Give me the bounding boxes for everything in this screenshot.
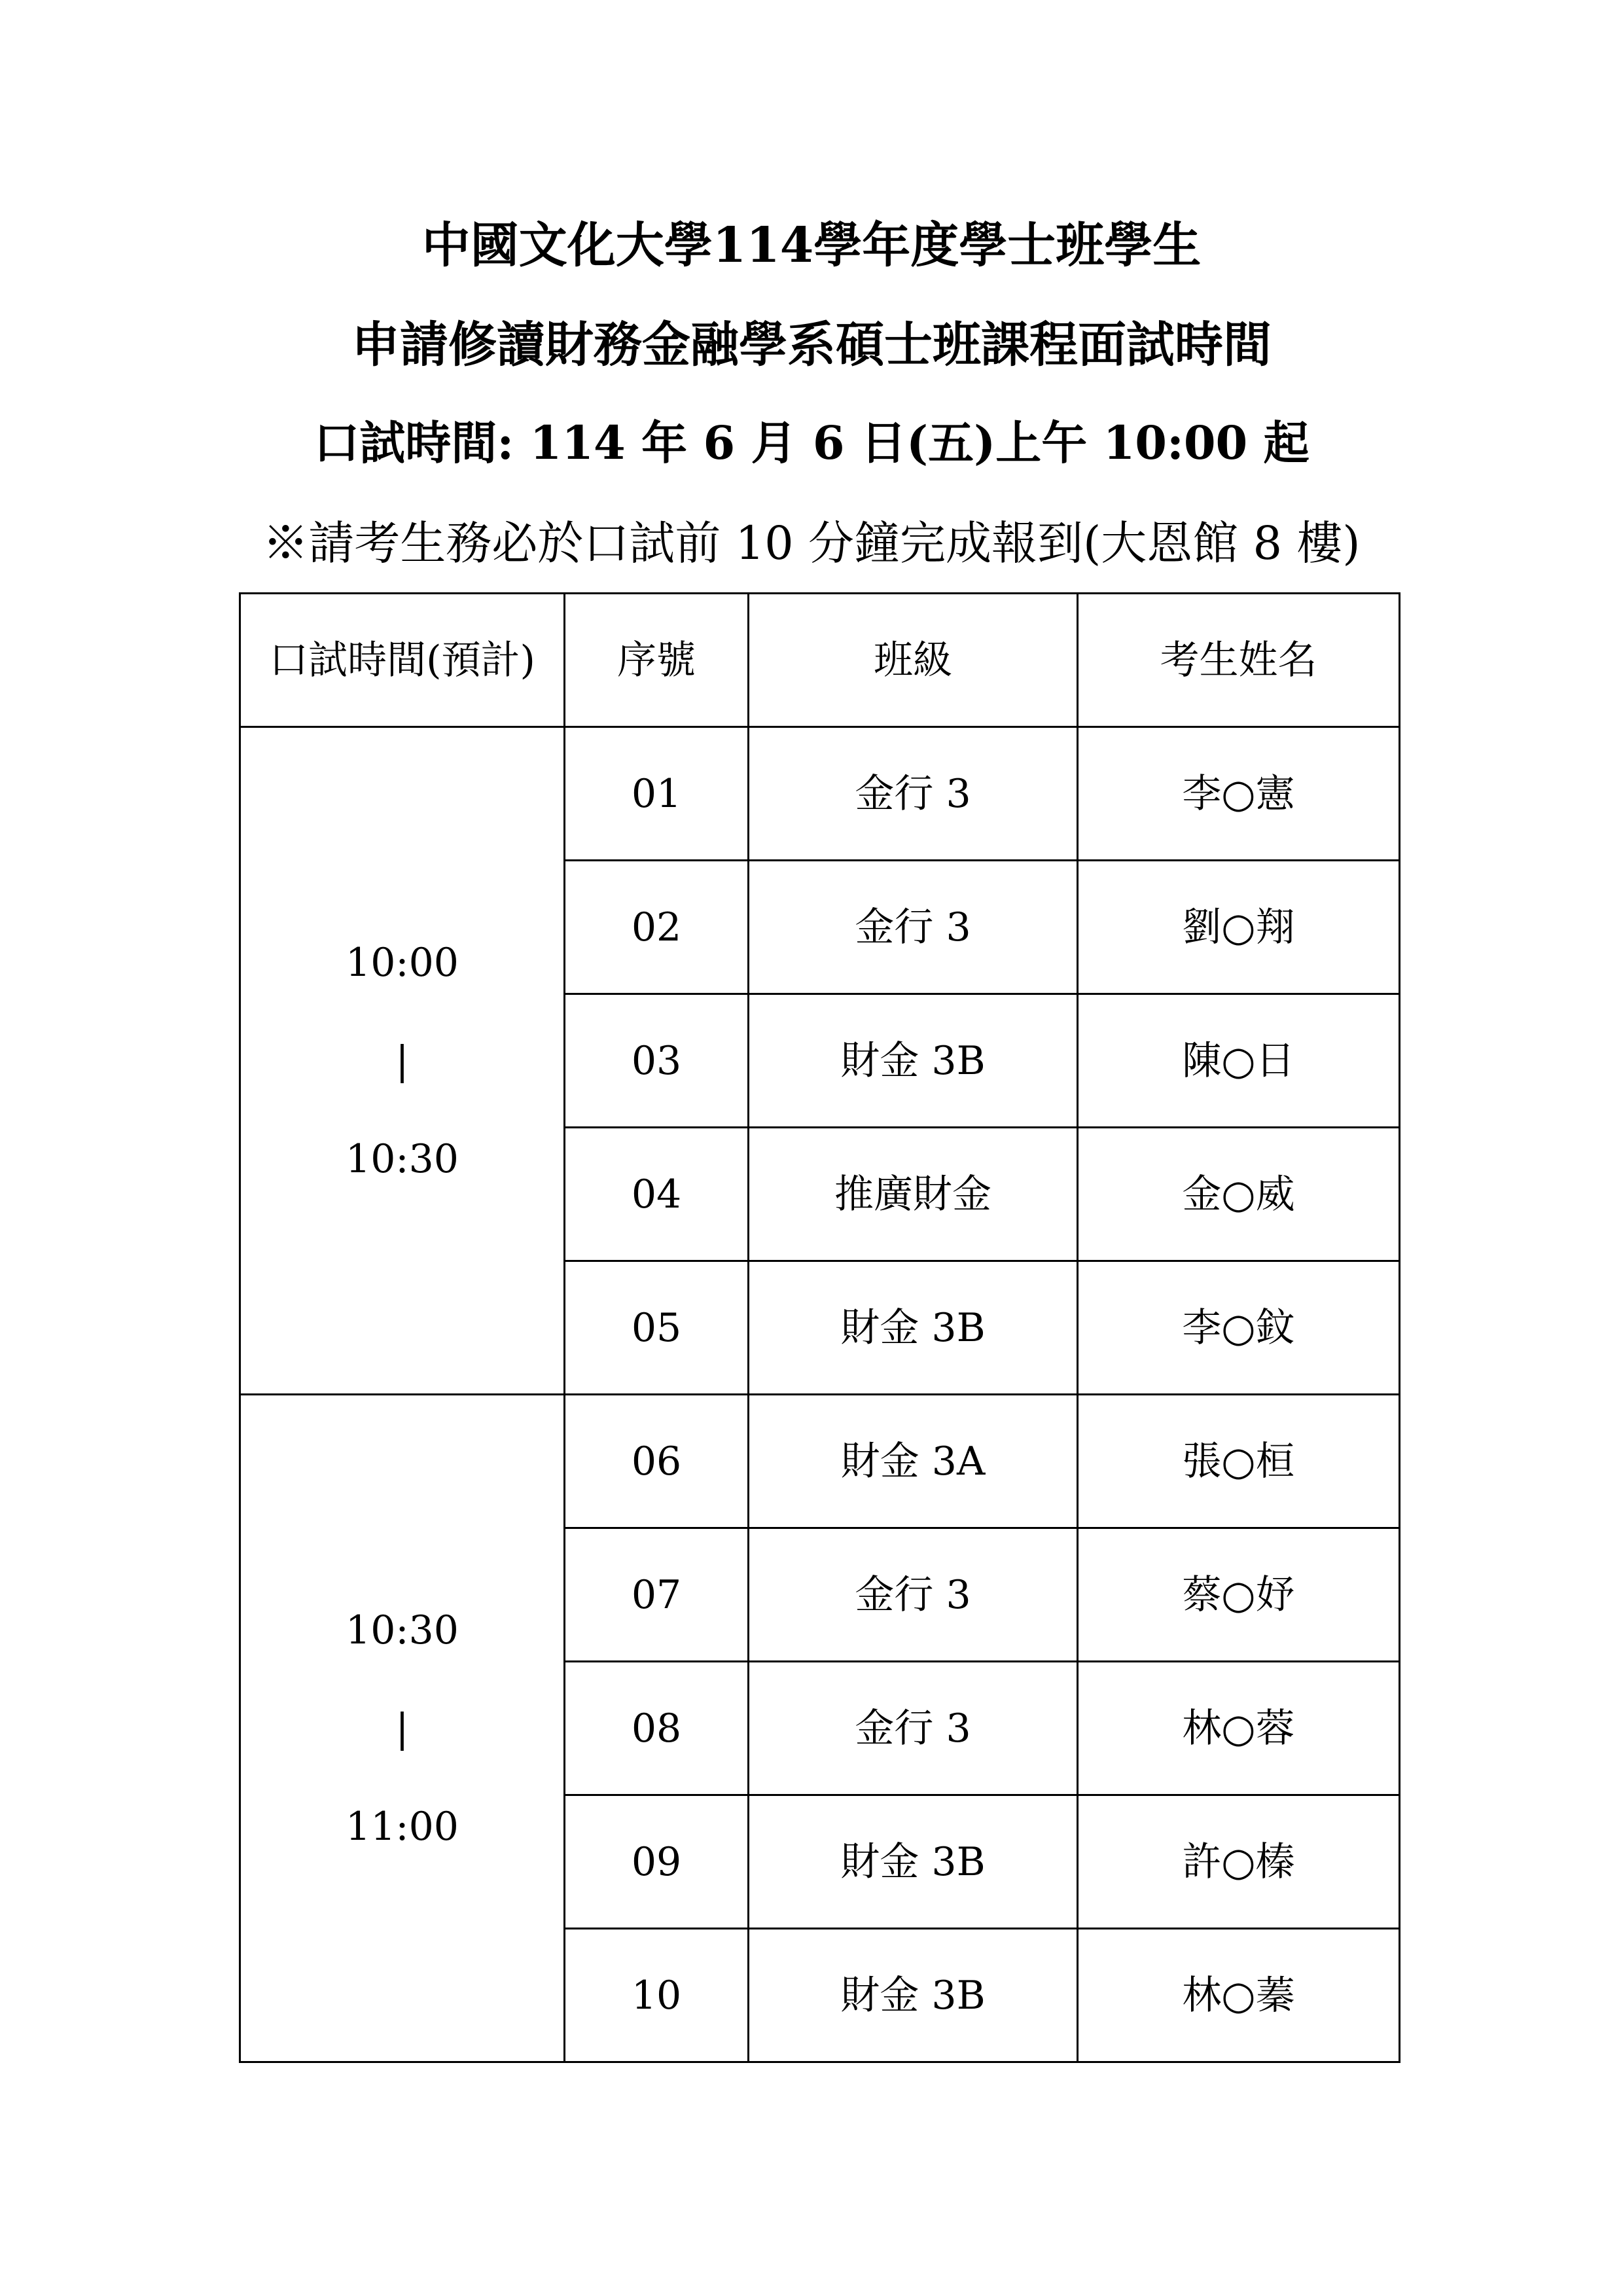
- class-cell: 財金 3B: [749, 994, 1078, 1128]
- seq-cell: 01: [565, 727, 749, 861]
- time-slot-end: 11:00: [346, 1803, 459, 1850]
- class-cell: 財金 3B: [749, 1795, 1078, 1929]
- class-cell: 財金 3A: [749, 1395, 1078, 1528]
- seq-cell: 02: [565, 861, 749, 994]
- column-header-name: 考生姓名: [1078, 594, 1400, 727]
- name-cell: 金○威: [1078, 1128, 1400, 1261]
- seq-cell: 04: [565, 1128, 749, 1261]
- class-cell: 金行 3: [749, 1528, 1078, 1662]
- seq-cell: 06: [565, 1395, 749, 1528]
- name-cell: 李○鈫: [1078, 1261, 1400, 1395]
- name-cell: 張○桓: [1078, 1395, 1400, 1528]
- column-header-class: 班級: [749, 594, 1078, 727]
- class-cell: 金行 3: [749, 861, 1078, 994]
- time-slot-start: 10:30: [346, 1607, 459, 1653]
- seq-cell: 07: [565, 1528, 749, 1662]
- document-title: 中國文化大學114學年度學士班學生: [421, 217, 1202, 274]
- class-cell: 財金 3B: [749, 1261, 1078, 1395]
- table-row: [240, 727, 1400, 861]
- class-cell: 推廣財金: [749, 1128, 1078, 1261]
- column-header-time: 口試時間(預計): [240, 594, 565, 727]
- name-cell: 蔡○妤: [1078, 1528, 1400, 1662]
- name-cell: 林○蓁: [1078, 1929, 1400, 2062]
- document-subtitle: 申請修讀財務金融學系碩士班課程面試時間: [351, 317, 1272, 373]
- name-cell: 林○蓉: [1078, 1662, 1400, 1795]
- table-header-row: [240, 594, 1400, 727]
- seq-cell: 03: [565, 994, 749, 1128]
- interview-schedule-table: [239, 592, 1400, 2063]
- check-in-notice: ※請考生務必於口試前 10 分鐘完成報到(大恩館 8 樓): [262, 516, 1361, 570]
- name-cell: 許○榛: [1078, 1795, 1400, 1929]
- name-cell: 陳○日: [1078, 994, 1400, 1128]
- time-slot-2: [240, 1395, 565, 2062]
- seq-cell: 10: [565, 1929, 749, 2062]
- time-slot-end: 10:30: [346, 1136, 459, 1182]
- time-slot-start: 10:00: [346, 939, 459, 986]
- class-cell: 金行 3: [749, 727, 1078, 861]
- time-slot-separator: |: [395, 1037, 409, 1084]
- name-cell: 李○憲: [1078, 727, 1400, 861]
- table-row: [240, 1395, 1400, 1528]
- time-slot-separator: |: [395, 1705, 409, 1751]
- time-slot-1: [240, 727, 565, 1395]
- seq-cell: 09: [565, 1795, 749, 1929]
- column-header-seq: 序號: [565, 594, 749, 727]
- class-cell: 金行 3: [749, 1662, 1078, 1795]
- class-cell: 財金 3B: [749, 1929, 1078, 2062]
- seq-cell: 08: [565, 1662, 749, 1795]
- seq-cell: 05: [565, 1261, 749, 1395]
- name-cell: 劉○翔: [1078, 861, 1400, 994]
- exam-time-line: 口試時間: 114 年 6 月 6 日(五)上午 10:00 起: [313, 416, 1310, 470]
